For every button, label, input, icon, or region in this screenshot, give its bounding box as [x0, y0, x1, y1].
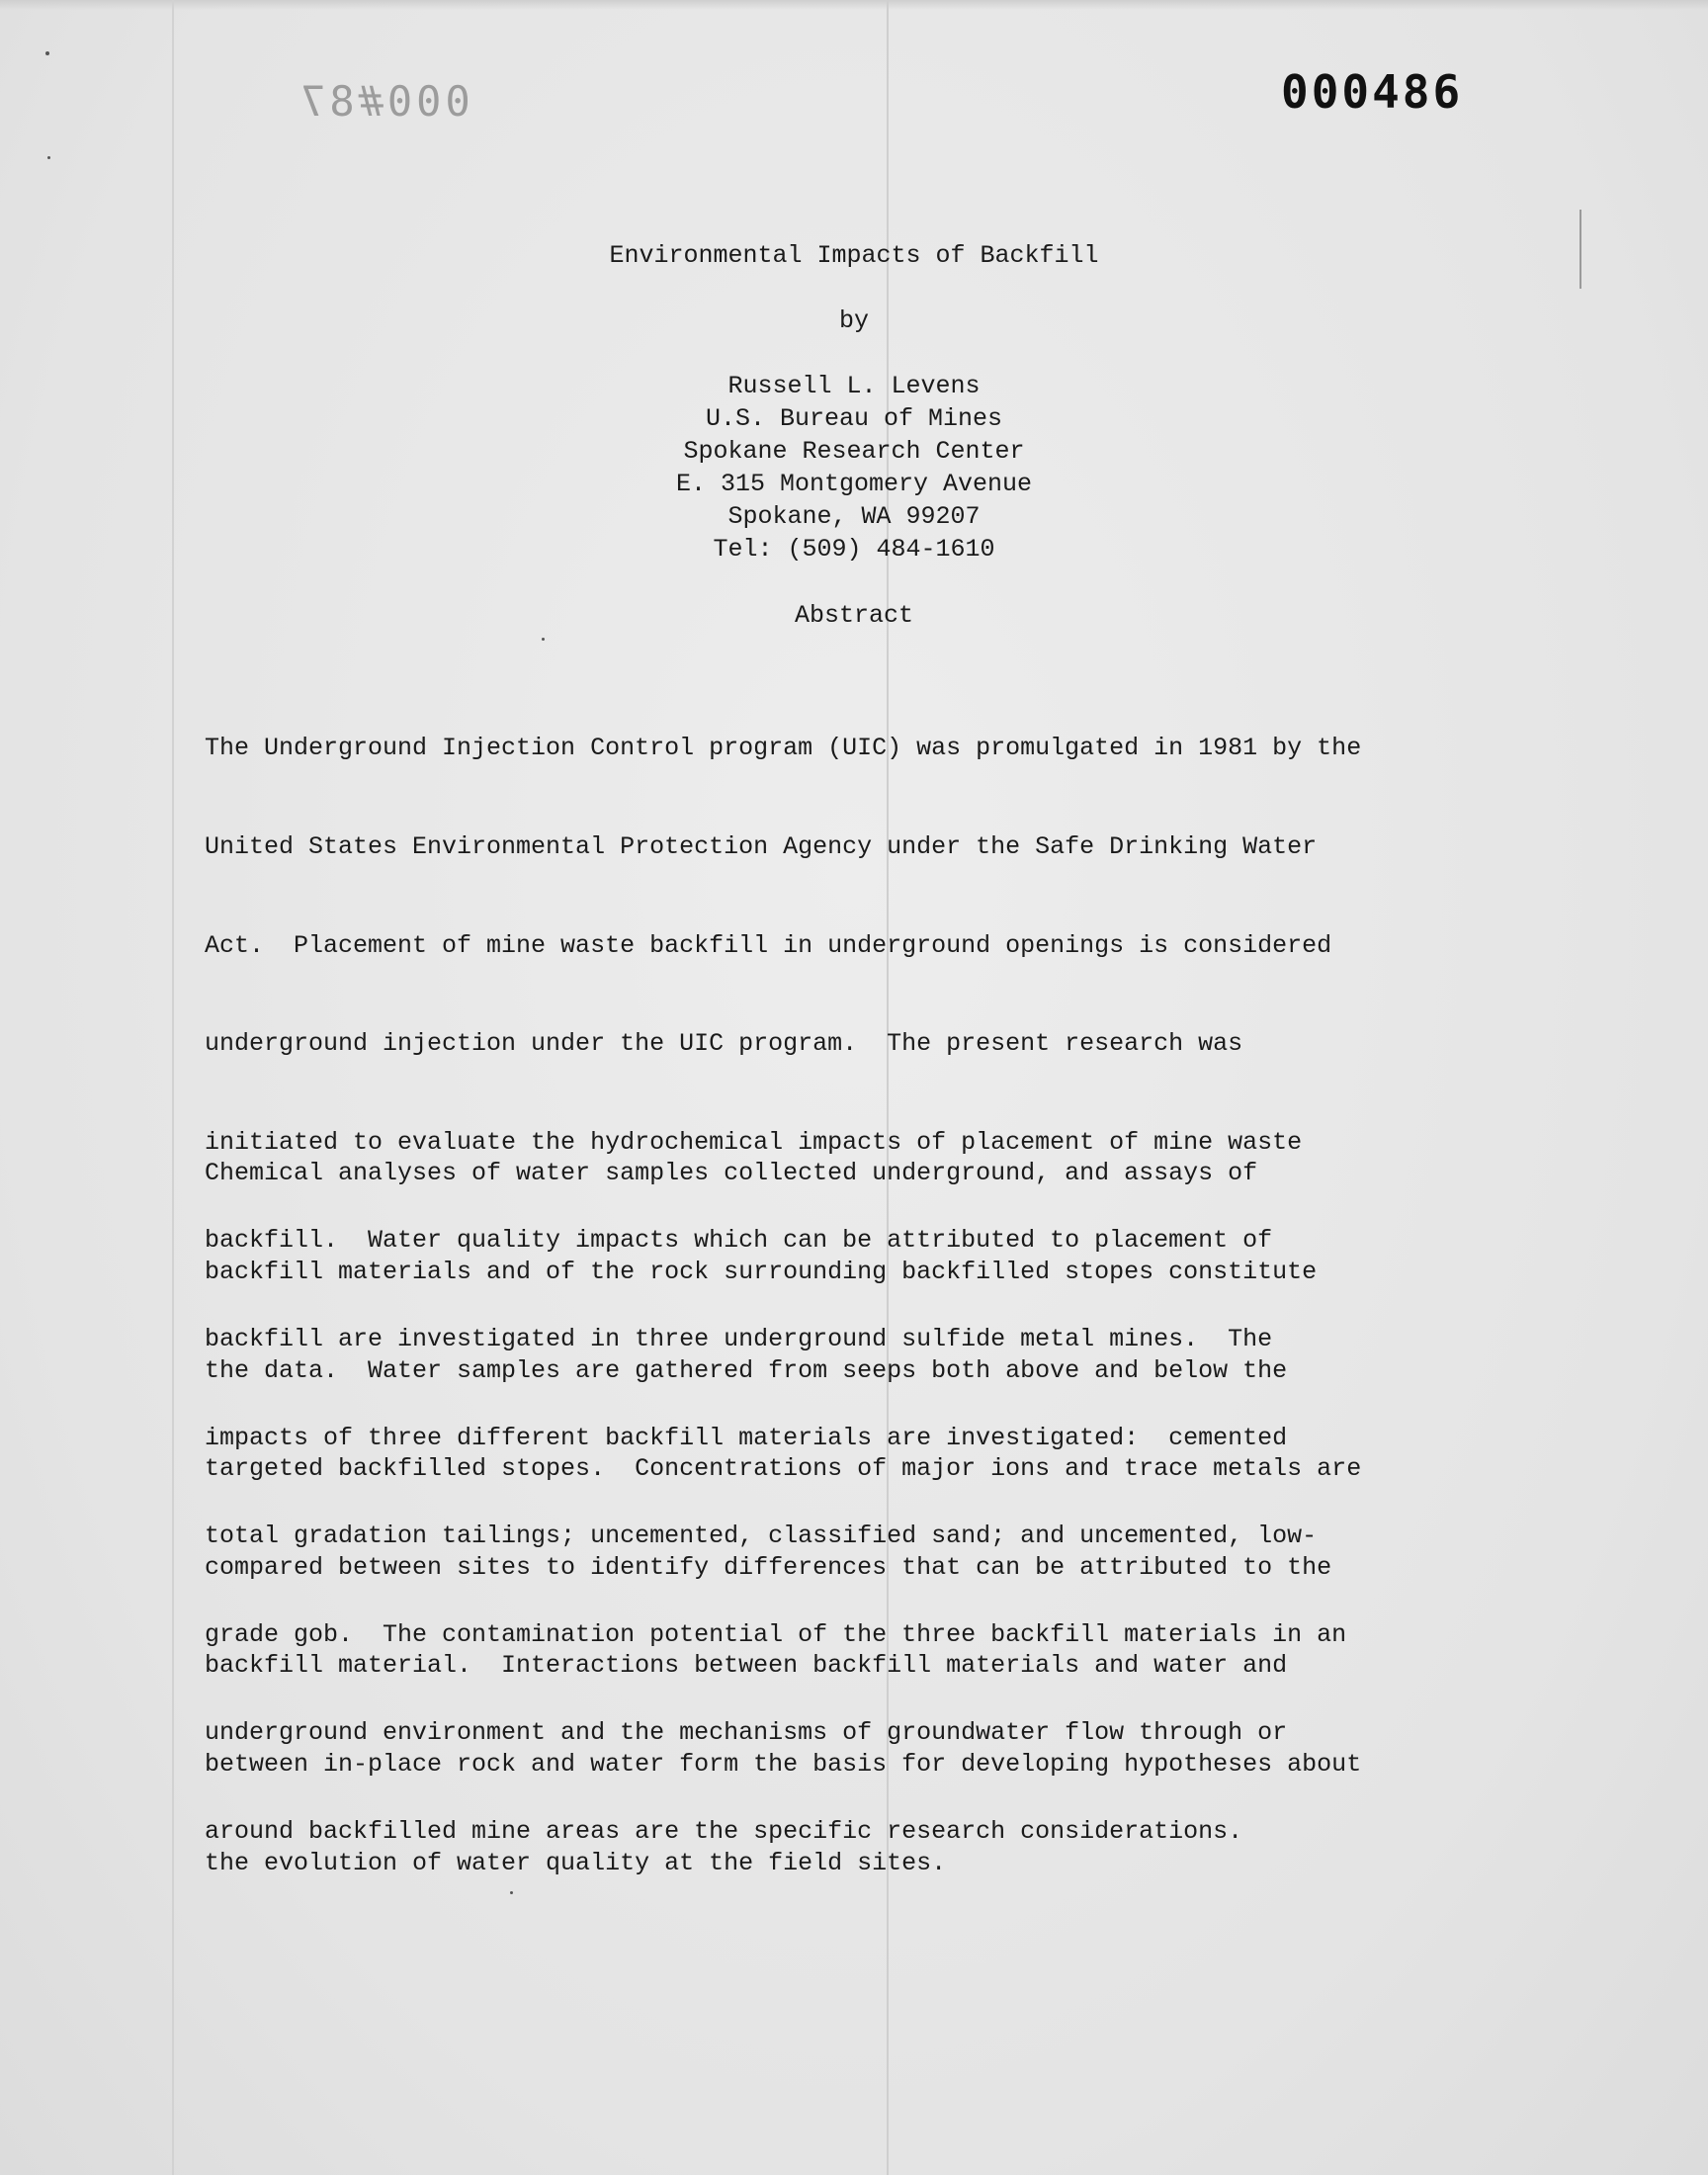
- text-line: Chemical analyses of water samples collected underground, and assays of: [205, 1159, 1258, 1188]
- scan-speck: [45, 51, 49, 55]
- text-line: total gradation tailings; uncemented, classified sand; and uncemented, low-: [205, 1522, 1318, 1551]
- text-line: underground injection under the UIC program. The present research was: [205, 1029, 1243, 1059]
- text-line: United States Environmental Protection Agency under the Safe Drinking Water: [205, 832, 1318, 861]
- byline-word: by: [838, 306, 869, 335]
- text-line: backfill are investigated in three underground sulfide metal mines. The: [205, 1324, 1273, 1353]
- text-line: The Underground Injection Control program (UIC) was promulgated in 1981 by the: [205, 734, 1362, 763]
- text-line: backfill. Water quality impacts which can be attributed to placement of: [205, 1226, 1273, 1256]
- author-street: E. 315 Montgomery Avenue: [675, 470, 1033, 498]
- text-line: the evolution of water quality at the field sites.: [205, 1848, 947, 1877]
- text-line: targeted backfilled stopes. Concentrations of major ions and trace metals are: [205, 1454, 1362, 1484]
- text-line: the data. Water samples are gathered from seeps both above and below the: [205, 1355, 1288, 1385]
- abstract-heading: Abstract: [794, 601, 914, 630]
- author-phone: Tel: (509) 484-1610: [713, 535, 995, 564]
- author-block: [0, 370, 1708, 566]
- scan-speck: [542, 638, 545, 641]
- text-line: grade gob. The contamination potential of the three backfill materials in an: [205, 1619, 1347, 1649]
- text-line: between in-place rock and water form the basis for developing hypotheses about: [205, 1749, 1362, 1779]
- text-line: impacts of three different backfill materials are investigated: cemented: [205, 1423, 1288, 1452]
- text-line: around backfilled mine areas are the specific research considerations.: [205, 1816, 1243, 1846]
- author-city: Spokane, WA 99207: [727, 502, 981, 531]
- author-name: Russell L. Levens: [727, 372, 981, 400]
- author-center: Spokane Research Center: [683, 437, 1025, 466]
- text-line: underground environment and the mechanisms of groundwater flow through or: [205, 1718, 1288, 1748]
- text-line: backfill materials and of the rock surrounding backfilled stopes constitute: [205, 1258, 1318, 1286]
- document-title: Environmental Impacts of Backfill: [609, 241, 1099, 270]
- text-line: Act. Placement of mine waste backfill in underground openings is considered: [205, 930, 1332, 960]
- scan-speck: [47, 156, 50, 159]
- author-organization: U.S. Bureau of Mines: [705, 404, 1003, 433]
- text-line: backfill material. Interactions between backfill materials and water and: [205, 1651, 1288, 1681]
- text-line: initiated to evaluate the hydrochemical impacts of placement of mine waste: [205, 1127, 1303, 1157]
- abstract-paragraph-2: [205, 1091, 1529, 1945]
- text-line: compared between sites to identify differences that can be attributed to the: [205, 1552, 1332, 1582]
- ghost-stamp-number: 000#87: [297, 77, 470, 126]
- page-stamp-number: 000486: [1281, 65, 1464, 119]
- scan-top-shadow: [0, 0, 1708, 10]
